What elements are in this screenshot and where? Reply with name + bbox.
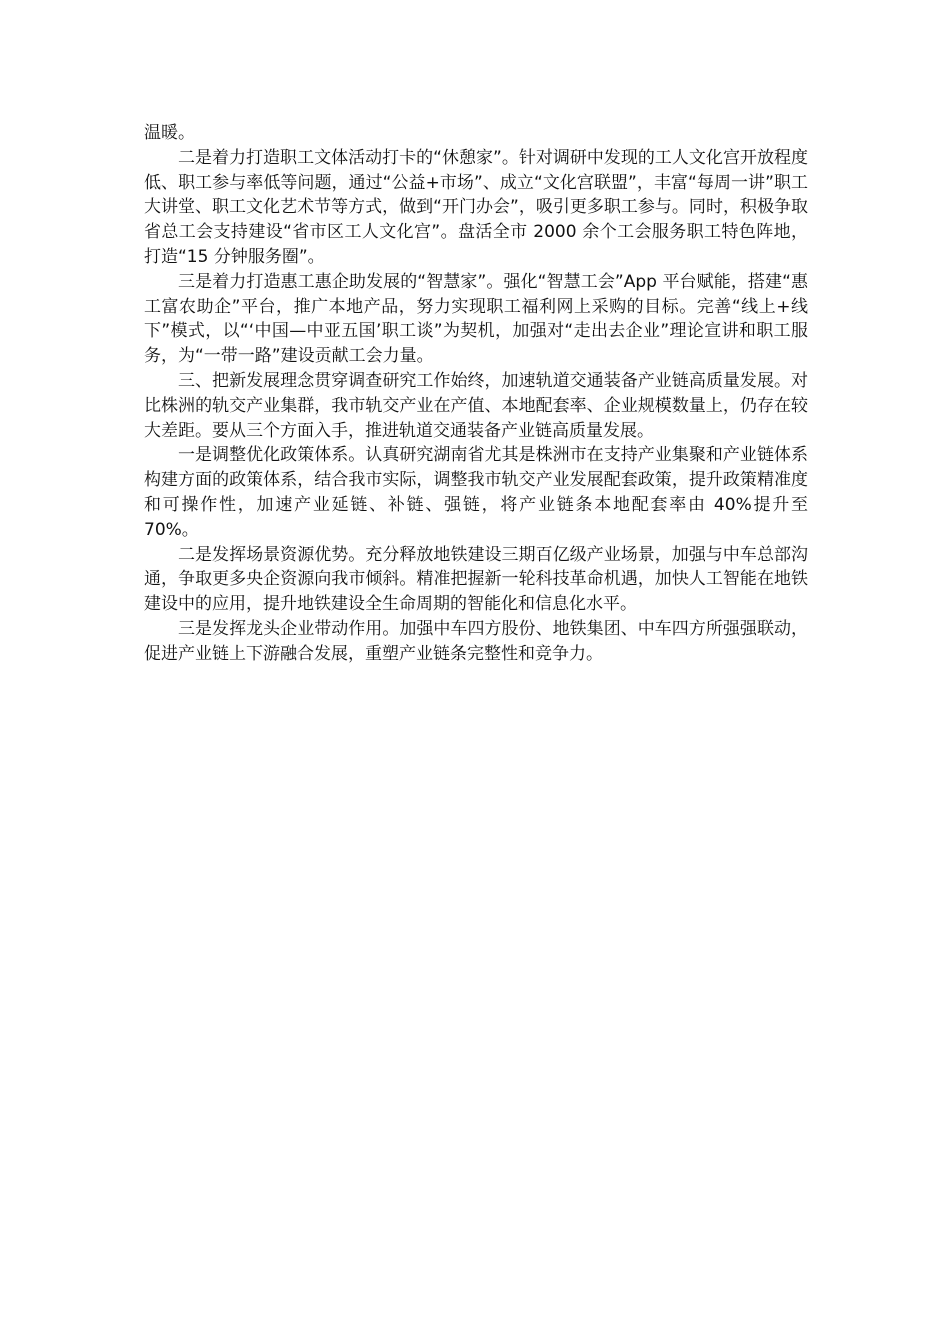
document-body (144, 121, 808, 667)
paragraph-smart-home: 三是着力打造惠工惠企助发展的“智慧家”。强化“智慧工会”App 平台赋能，搭建“惠工富农助企”平台，推广本地产品，努力实现职工福利网上采购的目标。完善“线上+线下”模式，以“‘中国—中亚五国’职工谈”为契机，加强对“走出去企业”理论宣讲和职工服务，为“一带一路”建设贡献工会力量。 (144, 271, 808, 367)
paragraph-cultural-home: 二是着力打造职工文体活动打卡的“休憩家”。针对调研中发现的工人文化宫开放程度低、职工参与率低等问题，通过“公益+市场”、成立“文化宫联盟”，丰富“每周一讲”职工大讲堂、职工文化艺术节等方式，做到“开门办会”，吸引更多职工参与。同时，积极争取省总工会支持建设“省市区工人文化宫”。盘活全市 2000 余个工会服务职工特色阵地，打造“15 分钟服务圈”。 (144, 147, 808, 267)
paragraph-continuation: 温暖。 (144, 123, 195, 143)
paragraph-policy-system: 一是调整优化政策体系。认真研究湖南省尤其是株洲市在支持产业集聚和产业链体系构建方面的政策体系，结合我市实际，调整我市轨交产业发展配套政策，提升政策精准度和可操作性，加速产业延链、补链、强链，将产业链条本地配套率由 40%提升至 70%。 (144, 445, 808, 540)
paragraph-section-three: 三、把新发展理念贯穿调查研究工作始终，加速轨道交通装备产业链高质量发展。对比株洲的轨交产业集群，我市轨交产业在产值、本地配套率、企业规模数量上，仍存在较大差距。要从三个方面入手，推进轨道交通装备产业链高质量发展。 (144, 370, 808, 441)
paragraph-scene-resources: 二是发挥场景资源优势。充分释放地铁建设三期百亿级产业场景，加强与中车总部沟通，争取更多央企资源向我市倾斜。精准把握新一轮科技革命机遇，加快人工智能在地铁建设中的应用，提升地铁建设全生命周期的智能化和信息化水平。 (144, 544, 808, 615)
paragraph-leading-enterprises: 三是发挥龙头企业带动作用。加强中车四方股份、地铁集团、中车四方所强强联动，促进产业链上下游融合发展，重塑产业链条完整性和竞争力。 (144, 618, 808, 664)
